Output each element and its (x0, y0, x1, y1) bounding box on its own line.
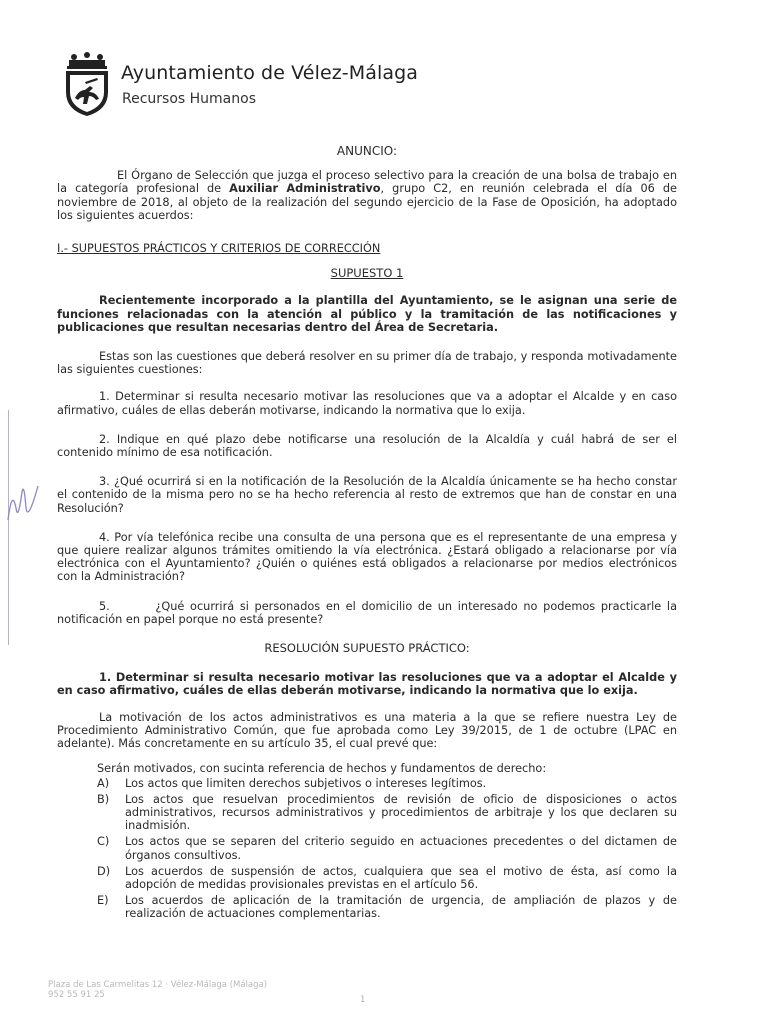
document-body (57, 144, 681, 924)
list-item-text: Los acuerdos de aplicación de la tramitación de urgencia, de ampliación de plazos y de realización de actuaciones complementarias. (125, 894, 677, 921)
motivation-list (97, 777, 677, 921)
org-name: Ayuntamiento de Vélez-Málaga (121, 62, 419, 84)
list-letter: E) (97, 894, 109, 908)
signature-mark-icon (4, 478, 44, 528)
list-item (97, 865, 677, 891)
list-item-text: Los actos que limiten derechos subjetivos o intereses legítimos. (125, 776, 487, 790)
list-letter: C) (97, 835, 110, 849)
instructions-paragraph: Estas son las cuestiones que deberá resolver en su primer día de trabajo, y responda motivadamente las siguientes cuestiones: (57, 350, 677, 377)
section-title: I.- SUPUESTOS PRÁCTICOS Y CRITERIOS DE CORRECCIÓN (57, 242, 381, 256)
footer-phone: 952 55 91 25 (48, 990, 105, 1000)
list-item (97, 835, 677, 861)
department-name: Recursos Humanos (122, 91, 256, 107)
list-item (97, 793, 677, 833)
question-5: 5. ¿Qué ocurrirá si personados en el domicilio de un interesado no podemos practicarle la notificación en papel porque no está presente? (57, 599, 681, 626)
resolution-question: 1. Determinar si resulta necesario motivar las resoluciones que va a adoptar el Alcalde y en caso afirmativo, cuáles de ellas deberán motivarse, indicando la normativa que lo exija. (57, 671, 677, 698)
question-4: 4. Por vía telefónica recibe una consulta de una persona que es el representante de una empresa y que quiere realizar algunos trámites omitiendo la vía electrónica. ¿Estará obligado a relacionarse por vía electrónica con el Ayuntamiento? ¿Quién o quiénes está obligados a relacionarse por medios electrónicos con la Administración? (57, 530, 677, 584)
document-title: ANUNCIO: (336, 144, 398, 158)
list-letter: B) (97, 792, 110, 806)
list-intro: Serán motivados, con sucinta referencia de hechos y fundamentos de derecho: (97, 762, 547, 776)
list-item (97, 894, 677, 920)
supuesto-title: SUPUESTO 1 (330, 266, 404, 281)
question-2: 2. Indique en qué plazo debe notificarse una resolución de la Alcaldía y cuál habrá de ser el contenido mínimo de esa notificación. (57, 432, 677, 460)
coat-of-arms-icon (63, 52, 111, 118)
footer-address-block (48, 980, 267, 1000)
question-1: 1. Determinar si resulta necesario motivar las resoluciones que va a adoptar el Alcalde y en caso afirmativo, cuáles de ellas deberán motivarse, indicando la normativa que lo exija. (57, 390, 677, 417)
footer-address: Plaza de Las Carmelitas 12 · Vélez-Málaga (Málaga) (48, 980, 268, 990)
intro-paragraph (57, 169, 677, 222)
intro-bold-text: Auxiliar Administrativo (229, 182, 381, 196)
list-letter: D) (97, 864, 111, 878)
question-3: 3. ¿Qué ocurrirá si en la notificación de la Resolución de la Alcaldía únicamente se ha hecho constar el contenido de la misma pero no se ha hecho referencia al resto de extremos que han de constar en una Resolución? (57, 475, 677, 515)
intro-text: El Órgano de Selección que juzga el proceso selectivo para la creación de una bolsa de trabajo en la categoría profesional de (57, 169, 677, 196)
intro-text-end: , grupo C2, en reunión celebrada el día 06 de noviembre de 2018, al objeto de la realización del segundo ejercicio de la Fase de Oposición, ha adoptado los siguientes acuerdos: (57, 182, 677, 222)
list-item-text: Los actos que se separen del criterio seguido en actuaciones precedentes o del dictamen de órganos consultivos. (125, 835, 677, 862)
list-item-text: Los acuerdos de suspensión de actos, cualquiera que sea el motivo de ésta, así como la adopción de medidas provisionales previstas en el artículo 56. (125, 864, 677, 891)
supuesto-text: Recientemente incorporado a la plantilla del Ayuntamiento, se le asignan una serie de funciones relacionadas con la atención al público y la tramitación de las notificaciones y publicaciones que resultan necesarias dentro del Área de Secretaria. (57, 294, 677, 334)
list-item-text: Los actos que resuelvan procedimientos de revisión de oficio de disposiciones o actos administrativos, recursos administrativos y procedimientos de arbitraje y los que declaren su inadmisión. (125, 792, 677, 833)
law-paragraph: La motivación de los actos administrativos es una materia a la que se refiere nuestra Ley de Procedimiento Administrativo Común, que fue aprobada como Ley 39/2015, de 1 de octubre (LPAC en adelante). Más concretamente en su artículo 35, el cual prevé que: (57, 710, 677, 751)
list-item (97, 777, 677, 790)
resolution-title: RESOLUCIÓN SUPUESTO PRÁCTICO: (264, 641, 470, 656)
page-number: 1 (360, 995, 366, 1005)
list-letter: A) (97, 776, 110, 790)
